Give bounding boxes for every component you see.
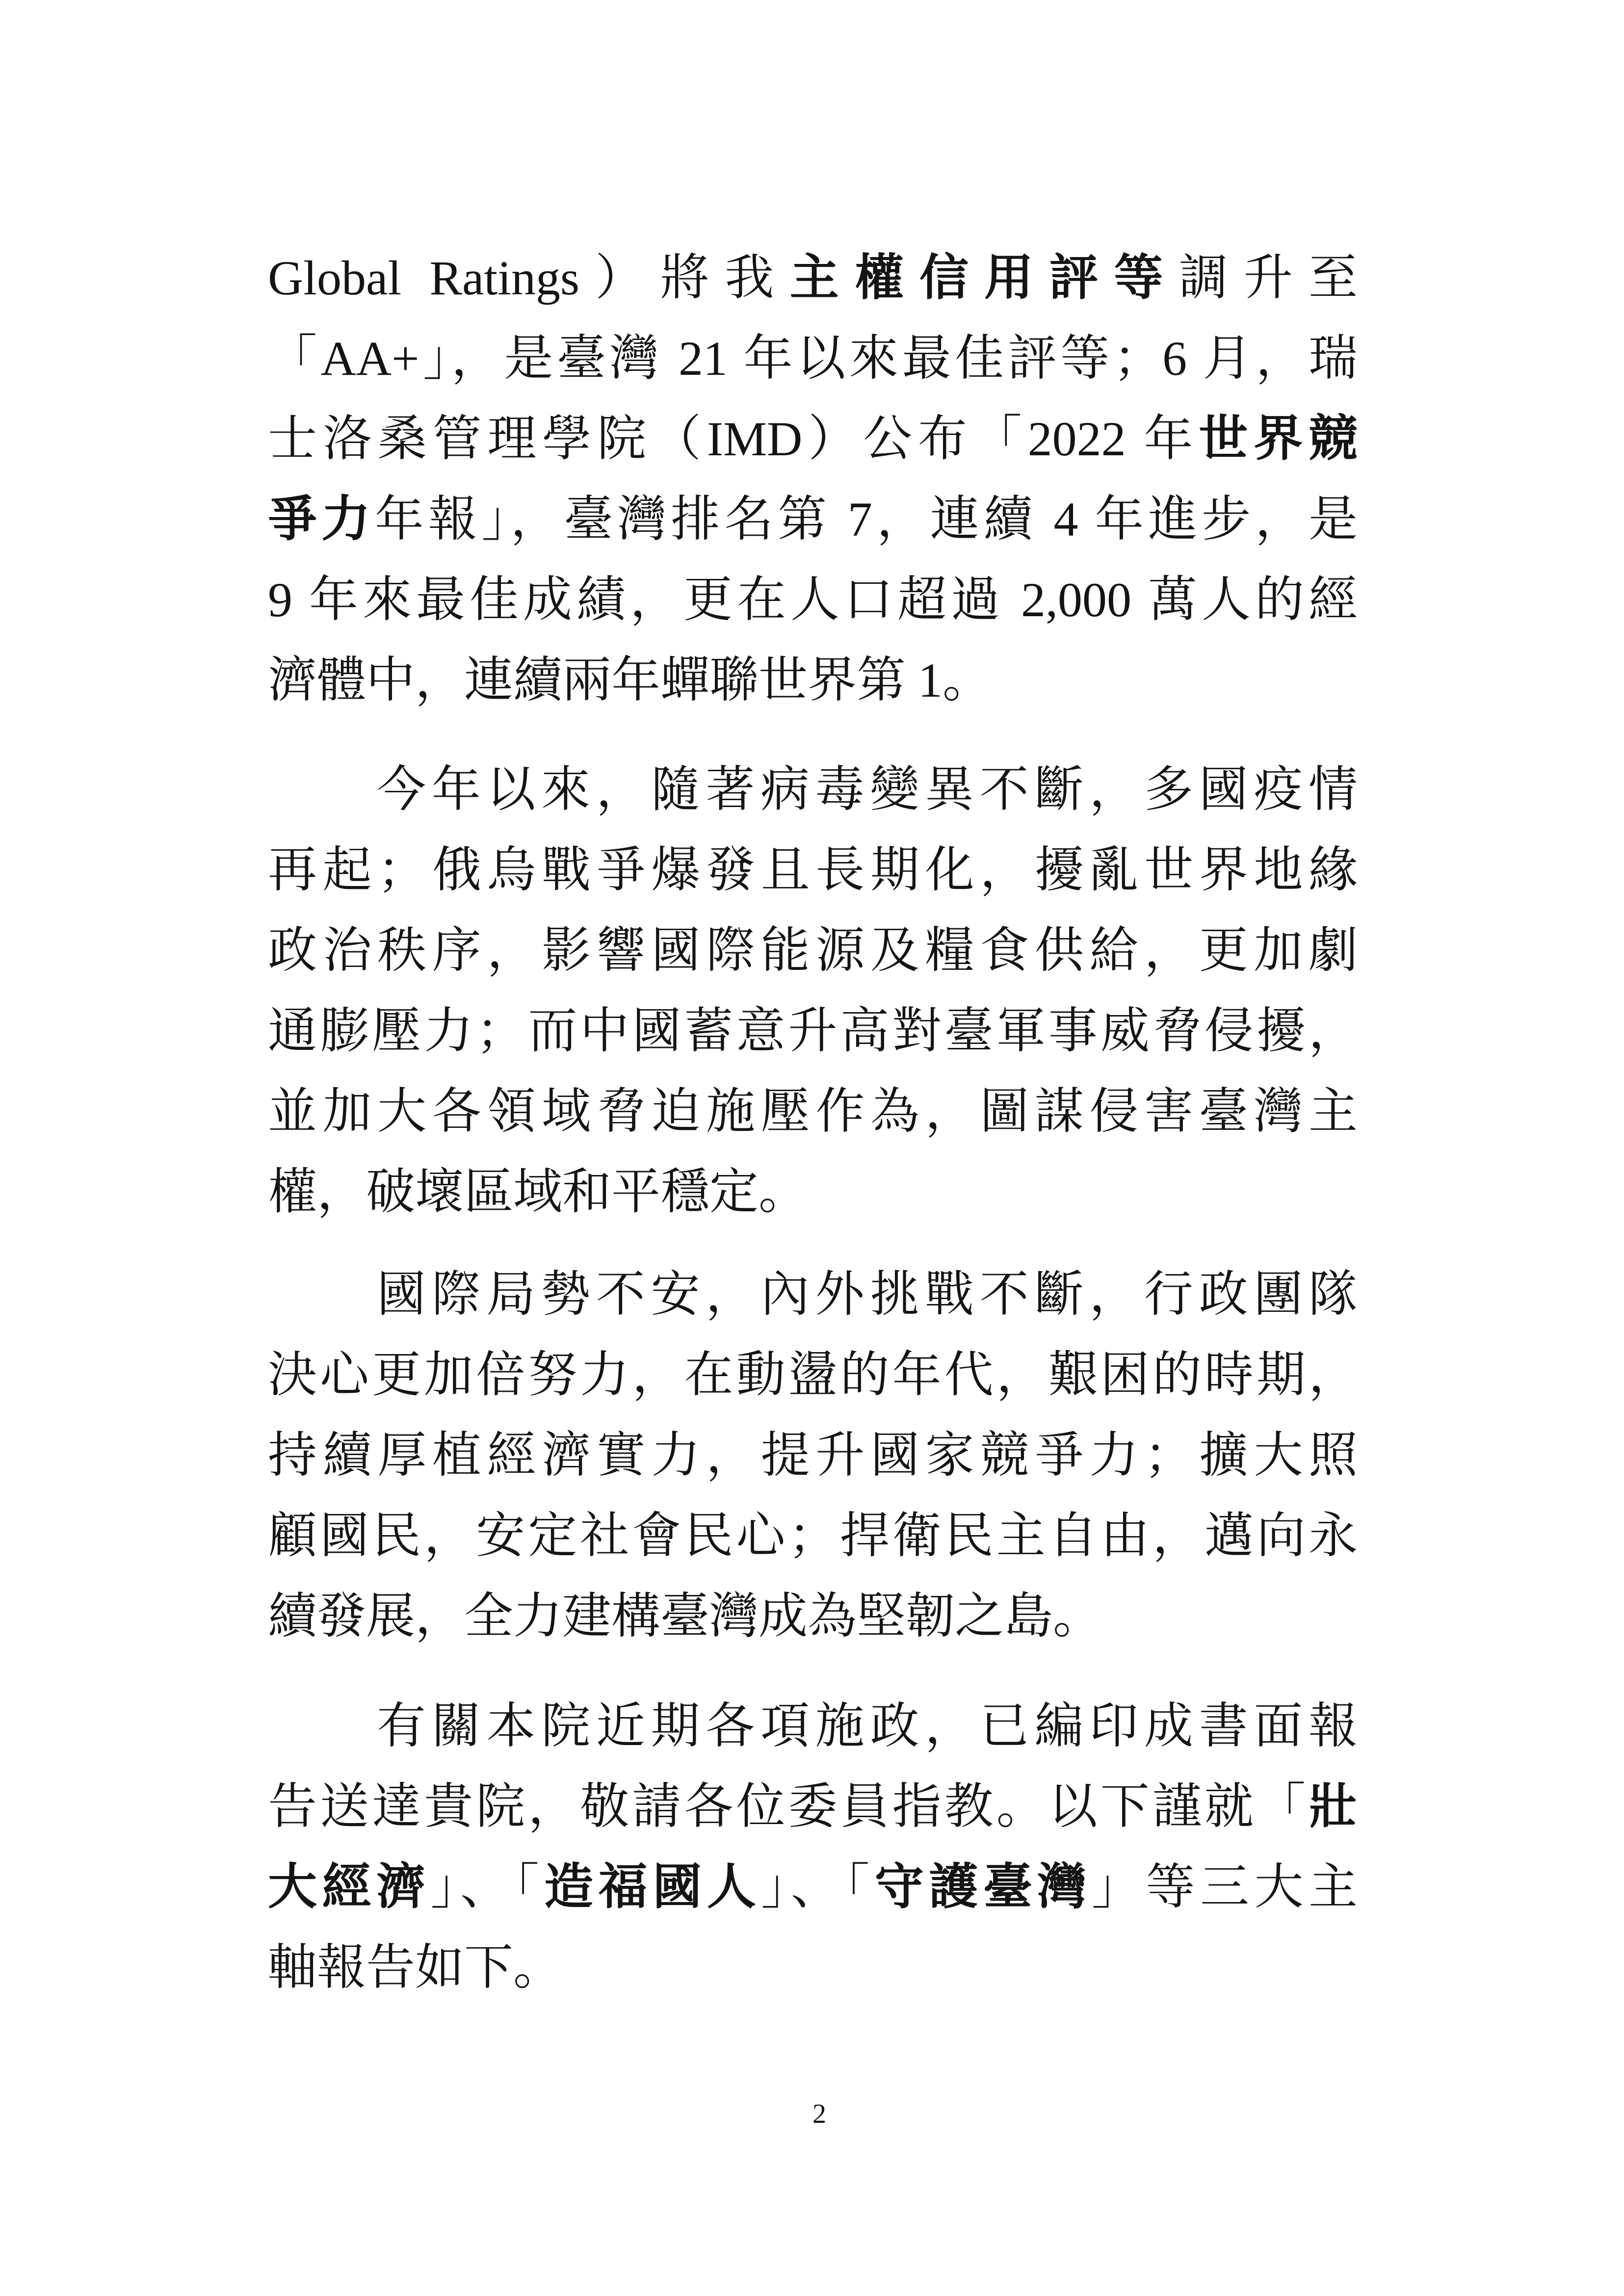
text-segment: Global Ratings）將我 (268, 251, 790, 305)
emphasis-text: 守護臺灣 (874, 1860, 1092, 1914)
text-segment: 告送達貴院，敬請各位委員指教。以下謹就「 (268, 1779, 1309, 1834)
text-line (268, 991, 1358, 1071)
text-segment: 顧國民，安定社會民心；捍衛民主自由，邁向永 (268, 1509, 1358, 1563)
text-line (268, 399, 1358, 479)
text-segment: 通膨壓力；而中國蓄意升高對臺軍事威脅侵擾， (268, 1004, 1358, 1058)
text-segment: 9 年來最佳成績，更在人口超過 2,000 萬人的經 (268, 573, 1358, 627)
emphasis-text: 大經濟 (268, 1860, 431, 1914)
text-segment: 決心更加倍努力，在動盪的年代，艱困的時期， (268, 1348, 1358, 1402)
text-line (268, 1415, 1358, 1496)
text-line (268, 911, 1358, 991)
text-segment: 軸報告如下。 (268, 1940, 562, 1995)
body-paragraph-2 (268, 750, 1358, 1232)
text-line (268, 1767, 1358, 1847)
text-line (268, 640, 1358, 721)
text-segment: 調升至 (1179, 251, 1358, 305)
body-paragraph-1 (268, 238, 1358, 721)
text-segment: 續發展，全力建構臺灣成為堅韌之島。 (268, 1589, 1102, 1644)
text-line (268, 560, 1358, 640)
text-segment: 」、「 (430, 1860, 545, 1914)
text-line (268, 1152, 1358, 1232)
text-line (268, 318, 1358, 399)
text-line (268, 1335, 1358, 1415)
text-segment: 年報」，臺灣排名第 7，連續 4 年進步，是 (374, 492, 1358, 547)
emphasis-text: 造福國人 (544, 1860, 761, 1914)
text-segment: 濟體中，連續兩年蟬聯世界第 1。 (268, 653, 992, 707)
body-paragraph-4 (268, 1686, 1358, 2008)
text-line (268, 1686, 1358, 1767)
emphasis-text: 世界競 (1199, 412, 1358, 466)
text-segment: 士洛桑管理學院（IMD）公布「2022 年 (268, 412, 1199, 466)
text-segment: 有關本院近期各項施政，已編印成書面報 (377, 1699, 1358, 1753)
text-segment: 國際局勢不安，內外挑戰不斷，行政團隊 (377, 1267, 1358, 1322)
text-line (268, 1928, 1358, 2008)
text-segment: 」等三大主 (1091, 1860, 1358, 1914)
text-line (268, 238, 1358, 318)
page-number: 2 (812, 2099, 826, 2129)
text-line (268, 1254, 1358, 1335)
text-segment: 「AA+」，是臺灣 21 年以來最佳評等；6 月，瑞 (268, 331, 1358, 386)
text-line (268, 479, 1358, 560)
emphasis-text: 爭力 (268, 492, 375, 547)
text-line (268, 830, 1358, 911)
text-segment: 權，破壞區域和平穩定。 (268, 1165, 808, 1219)
text-segment: 再起；俄烏戰爭爆發且長期化，擾亂世界地緣 (268, 843, 1358, 897)
text-line (268, 1576, 1358, 1657)
text-segment: 並加大各領域脅迫施壓作為，圖謀侵害臺灣主 (268, 1084, 1358, 1139)
text-line (268, 1496, 1358, 1576)
body-paragraph-3 (268, 1254, 1358, 1657)
text-line (268, 750, 1358, 830)
text-line (268, 1071, 1358, 1152)
text-segment: 持續厚植經濟實力，提升國家競爭力；擴大照 (268, 1428, 1358, 1483)
text-segment: 今年以來，隨著病毒變異不斷，多國疫情 (377, 762, 1358, 817)
text-line (268, 1847, 1358, 1928)
emphasis-text: 壯 (1309, 1779, 1358, 1834)
text-segment: 政治秩序，影響國際能源及糧食供給，更加劇 (268, 923, 1358, 978)
emphasis-text: 主權信用評等 (789, 251, 1179, 305)
text-segment: 」、「 (761, 1860, 875, 1914)
